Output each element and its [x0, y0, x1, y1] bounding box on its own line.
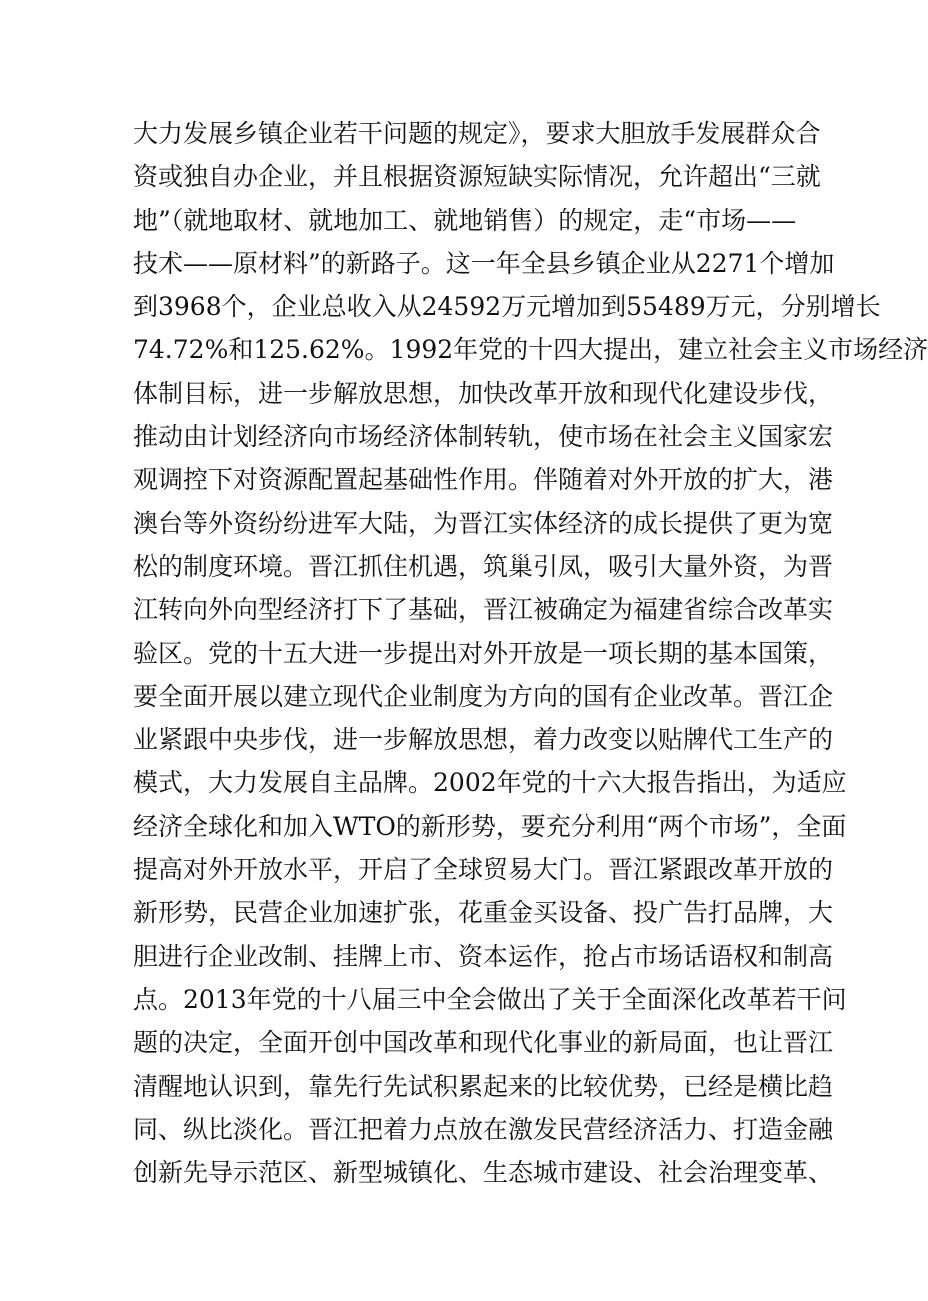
text-line: 技术——原材料”的新路子。这一年全县乡镇企业从2271个增加	[133, 248, 835, 278]
text-line: 澳台等外资纷纷进军大陆，为晋江实体经济的成长提供了更为宽	[133, 508, 834, 538]
text-line: 大力发展乡镇企业若干问题的规定》，要求大胆放手发展群众合	[133, 119, 821, 148]
text-line: 新形势，民营企业加速扩张，花重金买设备、投广告打品牌，大	[133, 898, 834, 928]
text-line: 同、纵比淡化。晋江把着力点放在激发民营经济活力、打造金融	[133, 1114, 834, 1144]
text-line: 体制目标，进一步解放思想，加快改革开放和现代化建设步伐，	[133, 378, 834, 408]
text-line: 地”（就地取材、就地加工、就地销售）的规定，走“市场——	[133, 205, 797, 235]
text-line: 推动由计划经济向市场经济体制转轨，使市场在社会主义国家宏	[133, 422, 834, 452]
text-line: 验区。党的十五大进一步提出对外开放是一项长期的基本国策，	[133, 638, 834, 668]
text-line: 观调控下对资源配置起基础性作用。伴随着对外开放的扩大，港	[133, 465, 834, 495]
text-line: 经济全球化和加入WTO的新形势，要充分利用“两个市场”，全面	[133, 811, 847, 841]
text-line: 江转向外向型经济打下了基础，晋江被确定为福建省综合改革实	[133, 595, 834, 625]
text-line: 题的决定，全面开创中国改革和现代化事业的新局面，也让晋江	[133, 1028, 834, 1058]
text-line: 74.72%和125.62%。1992年党的十四大提出，建立社会主义市场经济	[133, 335, 928, 365]
text-line: 到3968个，企业总收入从24592万元增加到55489万元，分别增长	[133, 292, 881, 322]
text-line: 松的制度环境。晋江抓住机遇，筑巢引凤，吸引大量外资，为晋	[133, 551, 834, 581]
text-line: 创新先导示范区、新型城镇化、生态城市建设、社会治理变革、	[133, 1158, 834, 1188]
text-line: 资或独自办企业，并且根据资源短缺实际情况，允许超出“三就	[133, 162, 821, 192]
text-line: 业紧跟中央步伐，进一步解放思想，着力改变以贴牌代工生产的	[133, 725, 834, 755]
text-line: 要全面开展以建立现代企业制度为方向的国有企业改革。晋江企	[133, 681, 834, 711]
text-line: 提高对外开放水平，开启了全球贸易大门。晋江紧跟改革开放的	[133, 855, 834, 885]
text-line: 点。2013年党的十八届三中全会做出了关于全面深化改革若干问	[133, 984, 847, 1014]
text-line: 清醒地认识到，靠先行先试积累起来的比较优势，已经是横比趋	[133, 1071, 834, 1101]
text-line: 胆进行企业改制、挂牌上市、资本运作，抢占市场话语权和制高	[133, 941, 834, 971]
body-paragraph	[133, 112, 928, 1194]
text-line: 模式，大力发展自主品牌。2002年党的十六大报告指出，为适应	[133, 768, 847, 798]
